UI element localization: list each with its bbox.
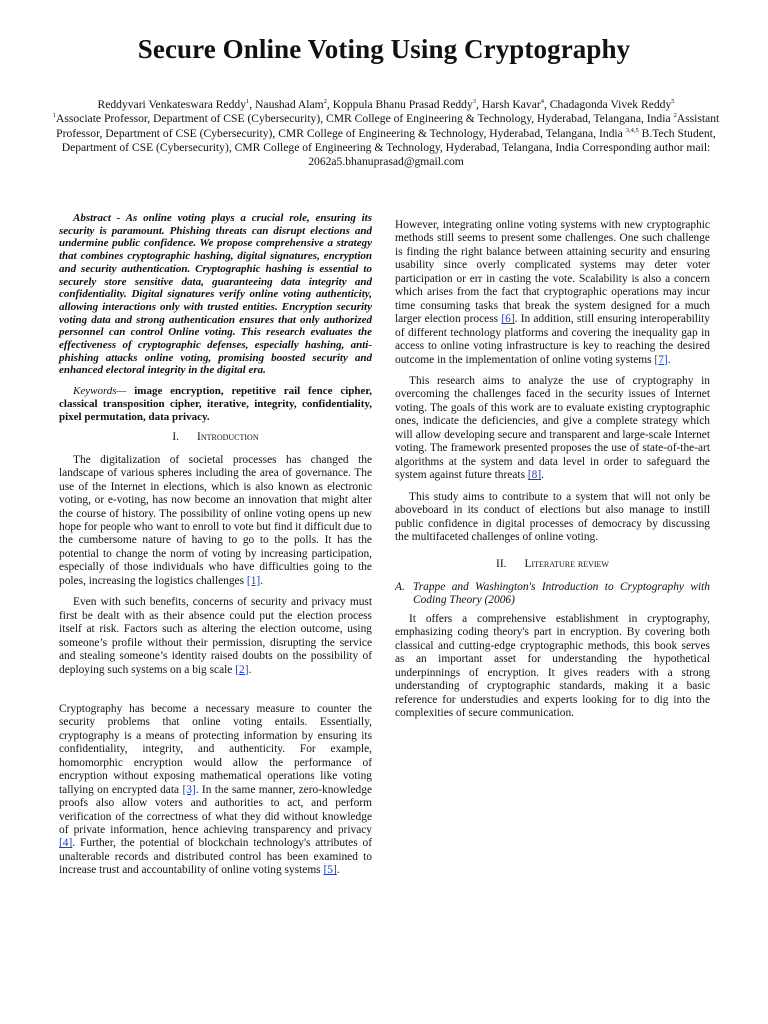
- keywords-dash: —: [116, 385, 135, 398]
- paragraph-text: . In addition, still ensuring interoperability of different technology platforms and covering the inequality gap in access to online voting infrastructure is key to reaching the desired outcome in the implementation of online voting systems: [395, 313, 710, 366]
- citation-link[interactable]: [7]: [654, 353, 668, 366]
- subsection-letter: A.: [395, 580, 405, 593]
- paragraph-gap: [59, 685, 372, 703]
- author-sup: 3: [472, 98, 477, 106]
- paragraph-text: The digitalization of societal processes has changed the landscape of various spheres including the area of governance. The use of the Internet in elections, which is also known as electronic voting, or e-voting, has now become an innovation that might alter the course of history. The possibility of online voting opens up new hope for people who want to enroll to vote but find it difficult due to the cumbersome nature of having to go to the polls. It has the potential to change the norm of voting by increasing participation, especially of those individuals who have difficulties going to the poles, increasing the logistics challenges: [59, 453, 372, 587]
- author-list: Reddyvari Venkateswara Reddy$^1$, Naushad Alam$^2$, Koppula Bhanu Prasad Reddy$^3$, Harsh Kavar$^4$, Chadagonda Vivek Reddy$^5$: [97, 98, 675, 111]
- paragraph-text: .: [260, 574, 264, 587]
- author-sup: 2: [323, 98, 327, 106]
- paragraph-text: Even with such benefits, concerns of security and privacy must first be dealt with as their absence could put the election process itself at risk. Factors such as altering the election outcome, using someone’s profile without their permission, disrupting the service and stealing someone’s identity raised doubts on the possibility of deploying such systems on a big scale: [59, 596, 372, 676]
- affiliation-3: B.Tech Student, Department of CSE (Cybersecurity), CMR College of Engineering & Technology, Hyderabad, Telangana, India Corresponding author mail: 2062a5.bhanuprasad@gmail.com: [61, 126, 716, 169]
- citation-link[interactable]: [4]: [59, 837, 73, 850]
- section-heading-literature-review: [395, 558, 710, 571]
- paragraph-text: .: [336, 864, 340, 877]
- section-number: I.: [172, 431, 180, 444]
- paragraph-text: .: [541, 469, 545, 482]
- affiliation-2: Assistant Professor, Department of CSE (Cybersecurity), CMR College of Engineering & Technology, Hyderabad, Telangana, India: [56, 112, 720, 140]
- abstract: [59, 212, 372, 377]
- affiliation-sup: 2: [673, 112, 677, 120]
- paragraph-text: Cryptography has become a necessary measure to counter the security problems that online voting entails. Essentially, cryptography is a means of protecting information by ensuring its confidentiality, integrity, and authenticity. For example, homomorphic encryption would allow the performance of encryption without exposing mathematical operations like voting tallying on encrypted data: [59, 702, 372, 796]
- citation-link[interactable]: [3]: [182, 783, 196, 796]
- intro-paragraph-2: [59, 596, 372, 677]
- paragraph-text: This research aims to analyze the use of cryptography in overcoming the challenges faced in the security issues of Internet voting. The goals of this work are to evaluate existing cryptographic ones, indicate the deficiencies, and give a complete strategy which will allow developing secure and transparent and large-scale Internet voting. The framework presented proposes the use of state-of-the-art algorithms at the system and data level in order to safeguard the system against future threats: [395, 374, 710, 482]
- paragraph-text: .: [248, 663, 252, 676]
- literature-paragraph-1: It offers a comprehensive establishment in cryptography, emphasizing coding theory's part in encryption. By covering both classical and cutting-edge cryptographic methods, this book serves as an important asset for understanding the hypothetical underpinnings of encryption. It gives readers with a strong understanding of cryptographic standards, making it a basic reference for understudies and experts looking for to dig into the complexities of secure communication.: [395, 612, 710, 719]
- citation-link[interactable]: [8]: [527, 469, 542, 482]
- author-name: Reddyvari Venkateswara Reddy: [97, 98, 247, 111]
- intro-paragraph-4: [395, 219, 710, 367]
- affiliation-1: Associate Professor, Department of CSE (Cybersecurity), CMR College of Engineering & Technology, Hyderabad, Telangana, India: [56, 112, 674, 126]
- paragraph-text: . In the same manner, zero-knowledge proofs also allow voters and authorities to act, and perform verification of the correctness of what they did without knowledge of private information, hence achieving transparency and privacy: [59, 783, 373, 837]
- intro-paragraph-1: [59, 454, 372, 589]
- abstract-text: As online voting plays a crucial role, ensuring its security is paramount. Phishing threats can disrupt elections and undermine public confidence. We propose comprehensive a strategy that combines cryptographic hashing, digital signatures, encryption and security authentication. Cryptographic hashing is essential to securely store sensitive data, guaranteeing data integrity and confidentiality. Digital signatures verify online voting authenticity, allowing interactions only with trusted entities. Encryption security voting data and strong authentication ensures that only authorized personnel can control Online voting. This research evaluates the effectiveness of cryptographic defenses, especially hashing, anti-phishing attacks online voting, promising boosted security and enhanced electoral integrity in the digital era.: [59, 212, 372, 377]
- section-title: Introduction: [197, 431, 259, 444]
- author-name: Naushad Alam: [255, 98, 324, 111]
- author-sup: 5: [671, 98, 675, 106]
- author-sup: 4: [540, 98, 544, 106]
- subsection-heading: [395, 581, 710, 608]
- affiliation-sup: 3,4,5: [625, 126, 639, 134]
- keywords: [59, 385, 372, 423]
- intro-paragraph-5: [395, 375, 710, 483]
- author-name: Koppula Bhanu Prasad Reddy: [332, 98, 473, 111]
- left-column: [59, 212, 372, 886]
- intro-paragraph-3: [59, 703, 372, 878]
- citation-link[interactable]: [2]: [235, 663, 249, 676]
- paragraph-text: .: [667, 353, 671, 366]
- right-column: [395, 219, 710, 728]
- affiliations: [40, 112, 732, 169]
- section-title: Literature review: [524, 558, 609, 571]
- paper-title: Secure Online Voting Using Cryptography: [137, 34, 631, 64]
- author-name: Harsh Kavar: [481, 98, 541, 111]
- affiliation-sup: 1: [52, 112, 56, 120]
- paragraph-text: However, integrating online voting systems with new cryptographic methods still seems to present some challenges. One such challenge is finding the right balance between attaining security and ensuring usability since overly complicated systems may deter voter participation or err in casting the vote. Scalability is also a concern which arises from the fact that cryptographic operations may incur time consuming tasks that break the system designed for a much larger election process: [395, 219, 710, 326]
- keywords-text: image encryption, repetitive rail fence cipher, classical transposition cipher, iterative, integrity, confidentiality, pixel permutation, data privacy.: [59, 385, 372, 423]
- intro-paragraph-6: This study aims to contribute to a system that will not only be aboveboard in its conduct of elections but also manage to instill public confidence in digital processes of democracy by discussing the multifaceted challenges of online voting.: [395, 490, 710, 543]
- citation-link[interactable]: [6]: [501, 313, 515, 326]
- section-heading-introduction: [59, 431, 372, 444]
- author-name: Chadagonda Vivek Reddy: [549, 98, 672, 111]
- section-number: II.: [496, 558, 507, 571]
- citation-link[interactable]: [5]: [323, 864, 337, 877]
- author-sup: 1: [246, 98, 250, 106]
- citation-link[interactable]: [1]: [246, 574, 261, 587]
- abstract-label: Abstract -: [73, 212, 126, 224]
- paragraph-text: . Further, the potential of blockchain technology's attributes of unalterable records and distributed control has been examined to increase trust and accountability of online voting systems: [59, 837, 372, 877]
- subsection-title: Trappe and Washington's Introduction to Cryptography with Coding Theory (2006): [413, 580, 710, 607]
- author-block: [40, 98, 732, 169]
- keywords-label: Keywords: [73, 385, 117, 398]
